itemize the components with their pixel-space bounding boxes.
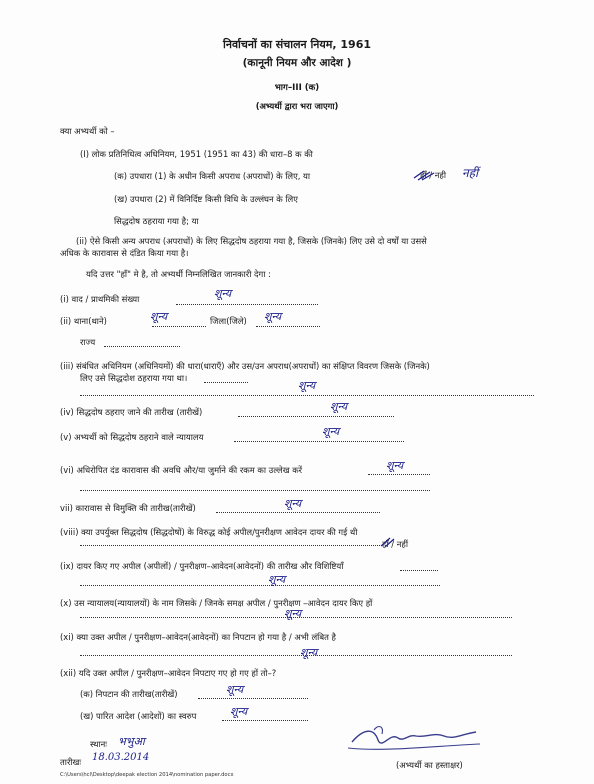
- field-ix-line-a: [400, 570, 438, 571]
- candidate-signature: [344, 722, 484, 756]
- field-x-label: (x) उस न्यायालय(न्यायालयों) के नाम जिसके / जिनके समक्ष अपील / पुनरीक्षण –आवेदन दायर किए हों: [60, 598, 373, 608]
- field-vi-line-b: [80, 490, 430, 491]
- field-ix-line-b: [80, 585, 440, 586]
- clause-ii-line1: (ii) ऐसे किसी अन्य अपराध (अपराधों) के लिए सिद्धदोष ठहराया गया है, जिसके (जिनके) लिए उसे दो वर्षों या उससे: [76, 236, 427, 246]
- field-ii-line: [152, 326, 206, 327]
- document-subtitle: (कानूनी नियम और आदेश ): [242, 57, 352, 69]
- field-xi-value: शून्य: [300, 646, 318, 659]
- strike-mark: [412, 168, 442, 182]
- field-xii-a-label: (क) निपटान की तारीख(तारीखें): [80, 689, 178, 699]
- intro-text: क्या अभ्यर्थी को –: [60, 126, 115, 136]
- field-iii-value: शून्य: [298, 379, 316, 392]
- field-ii-state-label: राज्य: [80, 337, 96, 347]
- field-vi-line-a: [368, 474, 430, 475]
- field-iv-value: शून्य: [330, 400, 348, 413]
- field-ix-label: (ix) दायर किए गए अपील (अपीलों) / पुनरीक्षण–आवेदन(आवेदनों) की तारीख और विशिष्टियॉं: [60, 561, 344, 571]
- field-v-value: शून्य: [322, 425, 340, 438]
- field-viii-line: [80, 545, 380, 546]
- file-path: C:\Users\hcl\Desktop\deepak election 2014\nomination paper.docx: [60, 772, 234, 778]
- field-ii-district-value: शून्य: [264, 310, 282, 323]
- clause-i-b: (ख) उपधारा (2) में विनिर्दिष्ट किसी विधि के उल्लंघन के लिए: [114, 194, 298, 204]
- field-ii-label: (ii) थाना(थाने): [60, 316, 107, 326]
- field-vii-line: [216, 512, 380, 513]
- field-ix-value: शून्य: [268, 573, 286, 586]
- clause-i-line1: (I) लोक प्रतिनिधित्व अधिनियम, 1951 (1951 का 43) की धारा–8 क की: [80, 149, 313, 159]
- field-xi-line: [80, 655, 512, 656]
- field-v-label: (v) अभ्यर्थी को सिद्धदोष ठहराने वाले न्यायालय: [60, 432, 204, 442]
- fill-note: (अभ्यर्थी द्वारा भरा जाएगा): [255, 101, 339, 111]
- field-v-line: [234, 441, 404, 442]
- field-iv-line: [238, 416, 394, 417]
- clause-i-a: (क) उपधारा (1) के अधीन किसी अपराध (अपराधों) के लिए, या: [114, 171, 311, 181]
- field-vi-label: (vi) अधिरोपित दंड कारावास की अवधि और/या जुर्माने की रकम का उल्लेख करें: [60, 465, 303, 475]
- clause-i-answer: नहीं: [462, 166, 479, 180]
- field-iii-label1: (iii) संबंधित अधिनियम (अधिनियमों) की धारा(धाराएँ) और उस/उन अपराध(अपराधों) का संक्षिप्त विवरण जिसके (जिनके): [60, 361, 430, 371]
- field-iii-label2: लिए उसे सिद्धदोश ठहराया गया था।: [80, 373, 188, 383]
- field-xii-b-label: (ख) पारित आदेश (आदेशों) का स्वरुप: [80, 711, 197, 721]
- field-viii-yesno: हाँ / नहीं: [382, 539, 409, 549]
- field-xii-label: (xii) यदि उक्त अपील / पुनरीक्षण–आवेदन निपटाए गए हो गए हों तो–?: [60, 668, 277, 678]
- field-i-line: [176, 304, 318, 305]
- field-xii-a-line: [198, 698, 308, 699]
- field-iv-label: (iv) सिद्धदोष ठहराए जाने की तारीख (तारीखें): [60, 407, 203, 417]
- signature-caption: (अभ्यर्थी का हस्ताक्षर): [396, 760, 463, 770]
- field-iii-line-b: [80, 395, 534, 396]
- clause-i-yesno: हाँ / नही: [420, 170, 447, 180]
- field-xii-b-value: शून्य: [230, 705, 248, 718]
- field-vi-value: शून्य: [386, 459, 404, 472]
- field-i-value: शून्य: [214, 287, 232, 300]
- field-vii-value: शून्य: [284, 497, 302, 510]
- part-heading: भाग–III (क): [274, 83, 320, 93]
- field-iii-line-a: [204, 382, 248, 383]
- date-label: तारीखः: [60, 757, 82, 767]
- if-yes-text: यदि उत्तर "हॉं" मे है, तो अभ्यर्थी निम्नलिखित जानकारी देगा :: [86, 269, 271, 279]
- field-ii-district-line: [256, 326, 320, 327]
- place-label: स्थानः: [90, 739, 107, 749]
- clause-i-c: सिद्धदोष ठहराया गया है; या: [114, 216, 199, 226]
- field-xii-a-value: शून्य: [226, 683, 244, 696]
- field-viii-label: (viii) क्या उपर्युक्त सिद्धदोष (सिद्धदोषों) के विरुद्ध कोई अपील/पुनरीक्षण आवेदन दायर की गई थी: [60, 527, 358, 537]
- field-viii-strike: [380, 536, 402, 548]
- field-ii-state-line: [104, 346, 180, 347]
- place-value: भभुआ: [118, 735, 145, 748]
- field-vii-label: vii) कारावास से विमुक्ति की तारीख(तारीखें): [60, 503, 196, 513]
- field-xi-label: (xi) क्या उक्त अपील / पुनरीक्षण–आवेदन(आवेदनों) का निपटान हो गया है / अभी लंबित है: [60, 632, 336, 642]
- field-xii-b-line: [222, 720, 308, 721]
- clause-ii-line2: अधिक के कारावास से दंडित किया गया है।: [60, 248, 189, 258]
- field-i-label: (i) वाद / प्राथमिकी संख्या: [60, 294, 140, 304]
- field-x-value: शून्य: [284, 607, 302, 620]
- document-title: निर्वाचनों का संचालन नियम, 1961: [222, 38, 371, 51]
- field-ii-district-label: जिला(जिले): [210, 316, 247, 326]
- field-ii-value: शून्य: [150, 310, 168, 323]
- date-value: 18.03.2014: [92, 752, 150, 763]
